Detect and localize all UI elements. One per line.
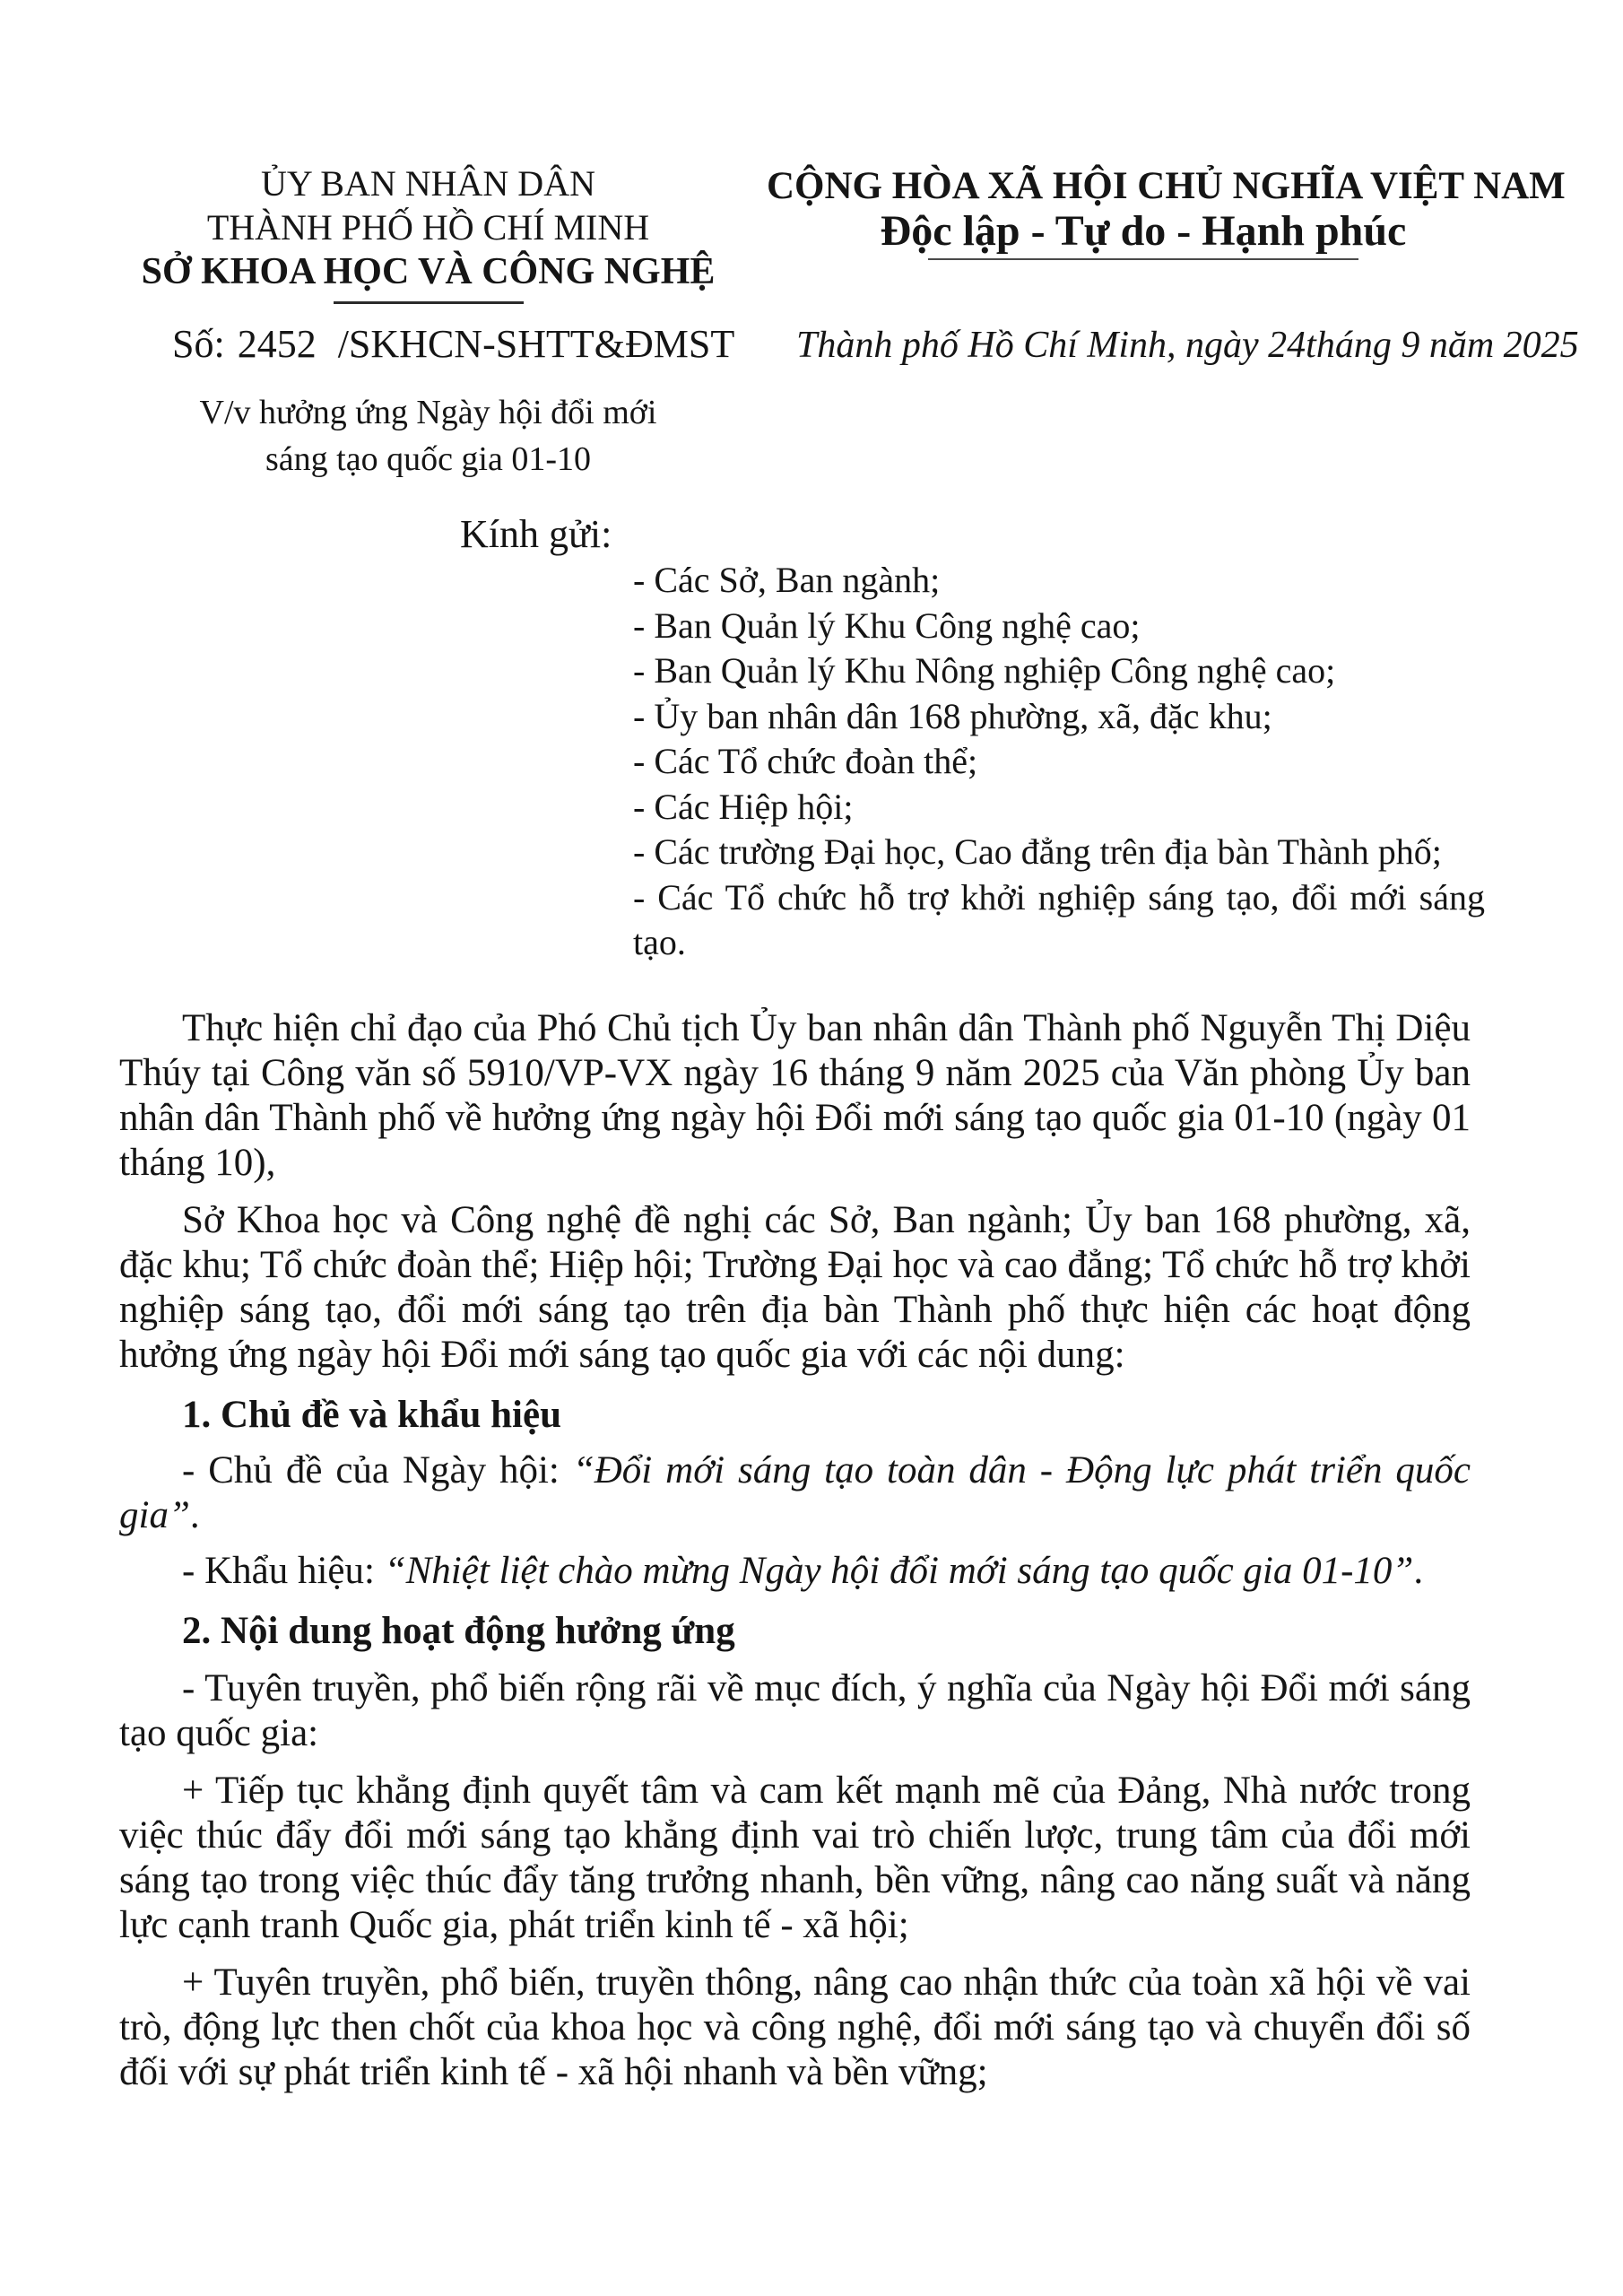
slogan-quote: “Nhiệt liệt chào mừng Ngày hội đổi mới sáng tạo quốc gia 01-10”: [384, 1550, 1414, 1592]
national-header: [767, 164, 1566, 260]
letter-body: [119, 994, 1471, 2095]
recipient-item: - Các Sở, Ban ngành;: [633, 560, 941, 600]
subject-line-1: V/v hưởng ứng Ngày hội đổi mới: [199, 394, 657, 431]
theme-quote: “Đổi mới sáng tạo toàn dân - Động lực phát triển quốc gia”: [119, 1449, 1471, 1536]
paragraph-slogan: [119, 1549, 1471, 1594]
recipient-item: - Các Tổ chức đoàn thể;: [633, 741, 978, 781]
theme-lead: - Chủ đề của Ngày hội:: [182, 1449, 573, 1492]
recipient-item: - Ban Quản lý Khu Nông nghiệp Công nghệ cao;: [633, 650, 1336, 691]
paragraph-propaganda: - Tuyên truyền, phổ biến rộng rãi về mục đích, ý nghĩa của Ngày hội Đổi mới sáng tạo quốc gia:: [119, 1667, 1471, 1754]
paragraph-directive: Thực hiện chỉ đạo của Phó Chủ tịch Ủy ban nhân dân Thành phố Nguyễn Thị Diệu Thúy tại Công văn số 5910/VP-VX ngày 16 tháng 9 năm 2025 của Văn phòng Ủy ban nhân dân Thành phố về hưởng ứng ngày hội Đổi mới sáng tạo quốc gia 01-10 (ngày 01 tháng 10),: [119, 1007, 1471, 1184]
slogan-tail: .: [1413, 1550, 1424, 1592]
issuer-line-2: THÀNH PHỐ HỒ CHÍ MINH: [206, 207, 650, 248]
issuer-line-1: ỦY BAN NHÂN DÂN: [261, 163, 595, 204]
slogan-lead: - Khẩu hiệu:: [182, 1550, 385, 1592]
place-date-line: Thành phố Hồ Chí Minh, ngày 24tháng 9 năm 2025: [796, 325, 1579, 366]
salutation: Kính gửi:: [460, 512, 612, 556]
recipient-item: - Ủy ban nhân dân 168 phường, xã, đặc khu;: [633, 695, 1272, 736]
doc-number-code: /SKHCN-SHTT&ĐMST: [337, 322, 735, 366]
paragraph-theme: [119, 1448, 1471, 1538]
subject-line-2: sáng tạo quốc gia 01-10: [265, 440, 592, 478]
recipient-item: - Các Hiệp hội;: [633, 786, 854, 827]
national-motto: Độc lập - Tự do - Hạnh phúc: [880, 207, 1407, 255]
doc-number-label: Số:: [172, 322, 225, 366]
issuer-line-3: SỞ KHOA HỌC VÀ CÔNG NGHỆ: [141, 251, 716, 292]
doc-number-line: [172, 321, 734, 368]
paragraph-request: Sở Khoa học và Công nghệ đề nghị các Sở, Ban ngành; Ủy ban 168 phường, xã, đặc khu; Tổ chức đoàn thể; Hiệp hội; Trường Đại học và cao đẳng; Tổ chức hỗ trợ khởi nghiệp sáng tạo, đổi mới sáng tạo trên địa bàn Thành phố thực hiện các hoạt động hưởng ứng ngày hội Đổi mới sáng tạo quốc gia với các nội dung:: [119, 1199, 1471, 1376]
national-title: CỘNG HÒA XÃ HỘI CHỦ NGHĨA VIỆT NAM: [767, 165, 1566, 207]
subject-block: [135, 389, 722, 483]
recipients-list: [633, 558, 1485, 966]
recipient-item: - Ban Quản lý Khu Công nghệ cao;: [633, 604, 1141, 646]
section-heading-2: 2. Nội dung hoạt động hưởng ứng: [182, 1610, 735, 1652]
issuer-header: [135, 161, 722, 304]
paragraph-affirm: + Tiếp tục khẳng định quyết tâm và cam kết mạnh mẽ của Đảng, Nhà nước trong việc thúc đẩy đổi mới sáng tạo khẳng định vai trò chiến lược, trung tâm của đổi mới sáng tạo trong việc thúc đẩy tăng trưởng nhanh, bền vững, nâng cao năng suất và năng lực cạnh tranh Quốc gia, phát triển kinh tế - xã hội;: [119, 1770, 1471, 1946]
doc-number-value: 2452: [237, 322, 317, 366]
paragraph-awareness: + Tuyên truyền, phổ biến, truyền thông, nâng cao nhận thức của toàn xã hội về vai trò, động lực then chốt của khoa học và công nghệ, đổi mới sáng tạo và chuyển đổi số đối với sự phát triển kinh tế - xã hội nhanh và bền vững;: [119, 1961, 1471, 2093]
national-underline: [928, 258, 1358, 260]
section-heading-1: 1. Chủ đề và khẩu hiệu: [182, 1394, 561, 1436]
recipient-item: - Các trường Đại học, Cao đẳng trên địa bàn Thành phố;: [633, 831, 1442, 872]
recipient-item: - Các Tổ chức hỗ trợ khởi nghiệp sáng tạo, đổi mới sáng tạo.: [633, 876, 1485, 962]
theme-tail: .: [189, 1494, 200, 1536]
issuer-underline: [334, 301, 524, 304]
